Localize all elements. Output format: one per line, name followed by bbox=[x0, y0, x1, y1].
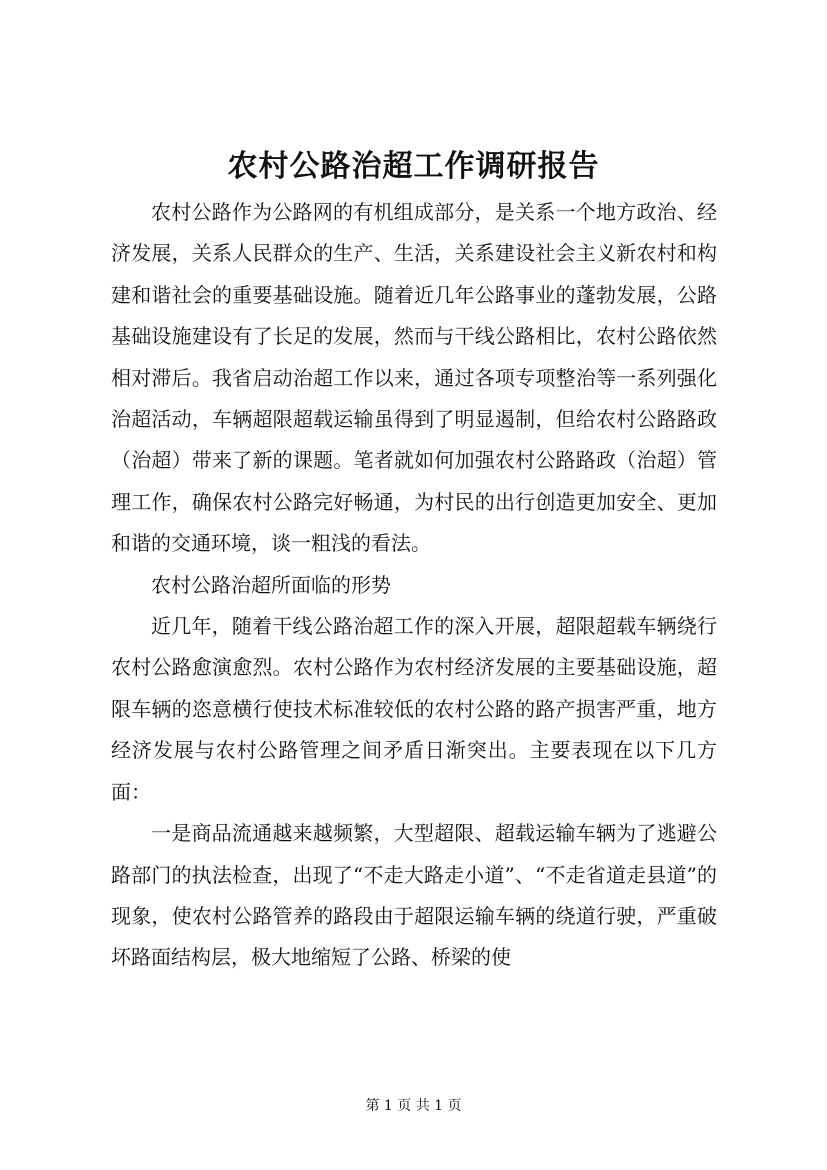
page-footer: 第 1 页 共 1 页 bbox=[365, 1098, 462, 1114]
document-title: 农村公路治超工作调研报告 bbox=[227, 149, 600, 184]
paragraph-point-one: 一是商品流通越来越频繁，大型超限、超载运输车辆为了逃避公路部门的执法检查，出现了“不走大路走小道”、“不走省道走县道”的现象，使农村公路管养的路段由于超限运输车辆的绕道行驶，严重破坏路面结构层，极大地缩短了公路、桥梁的使 bbox=[111, 821, 717, 970]
paragraph-situation: 近几年，随着干线公路治超工作的深入开展，超限超载车辆绕行农村公路愈演愈烈。农村公路作为农村经济发展的主要基础设施，超限车辆的恣意横行使技术标准较低的农村公路的路产损害严重，地方经济发展与农村公路管理之间矛盾日渐突出。主要表现在以下几方面： bbox=[111, 614, 717, 804]
section-heading: 农村公路治超所面临的形势 bbox=[151, 572, 391, 597]
document-body bbox=[111, 192, 717, 979]
paragraph-intro: 农村公路作为公路网的有机组成部分，是关系一个地方政治、经济发展，关系人民群众的生产、生活，关系建设社会主义新农村和构建和谐社会的重要基础设施。随着近几年公路事业的蓬勃发展，公路基础设施建设有了长足的发展，然而与干线公路相比，农村公路依然相对滞后。我省启动治超工作以来，通过各项专项整治等一系列强化治超活动，车辆超限超载运输虽得到了明显遏制，但给农村公路路政（治超）带来了新的课题。笔者就如何加强农村公路路政（治超）管理工作，确保农村公路完好畅通，为村民的出行创造更加安全、更加和谐的交通环境，谈一粗浅的看法。 bbox=[111, 200, 717, 556]
